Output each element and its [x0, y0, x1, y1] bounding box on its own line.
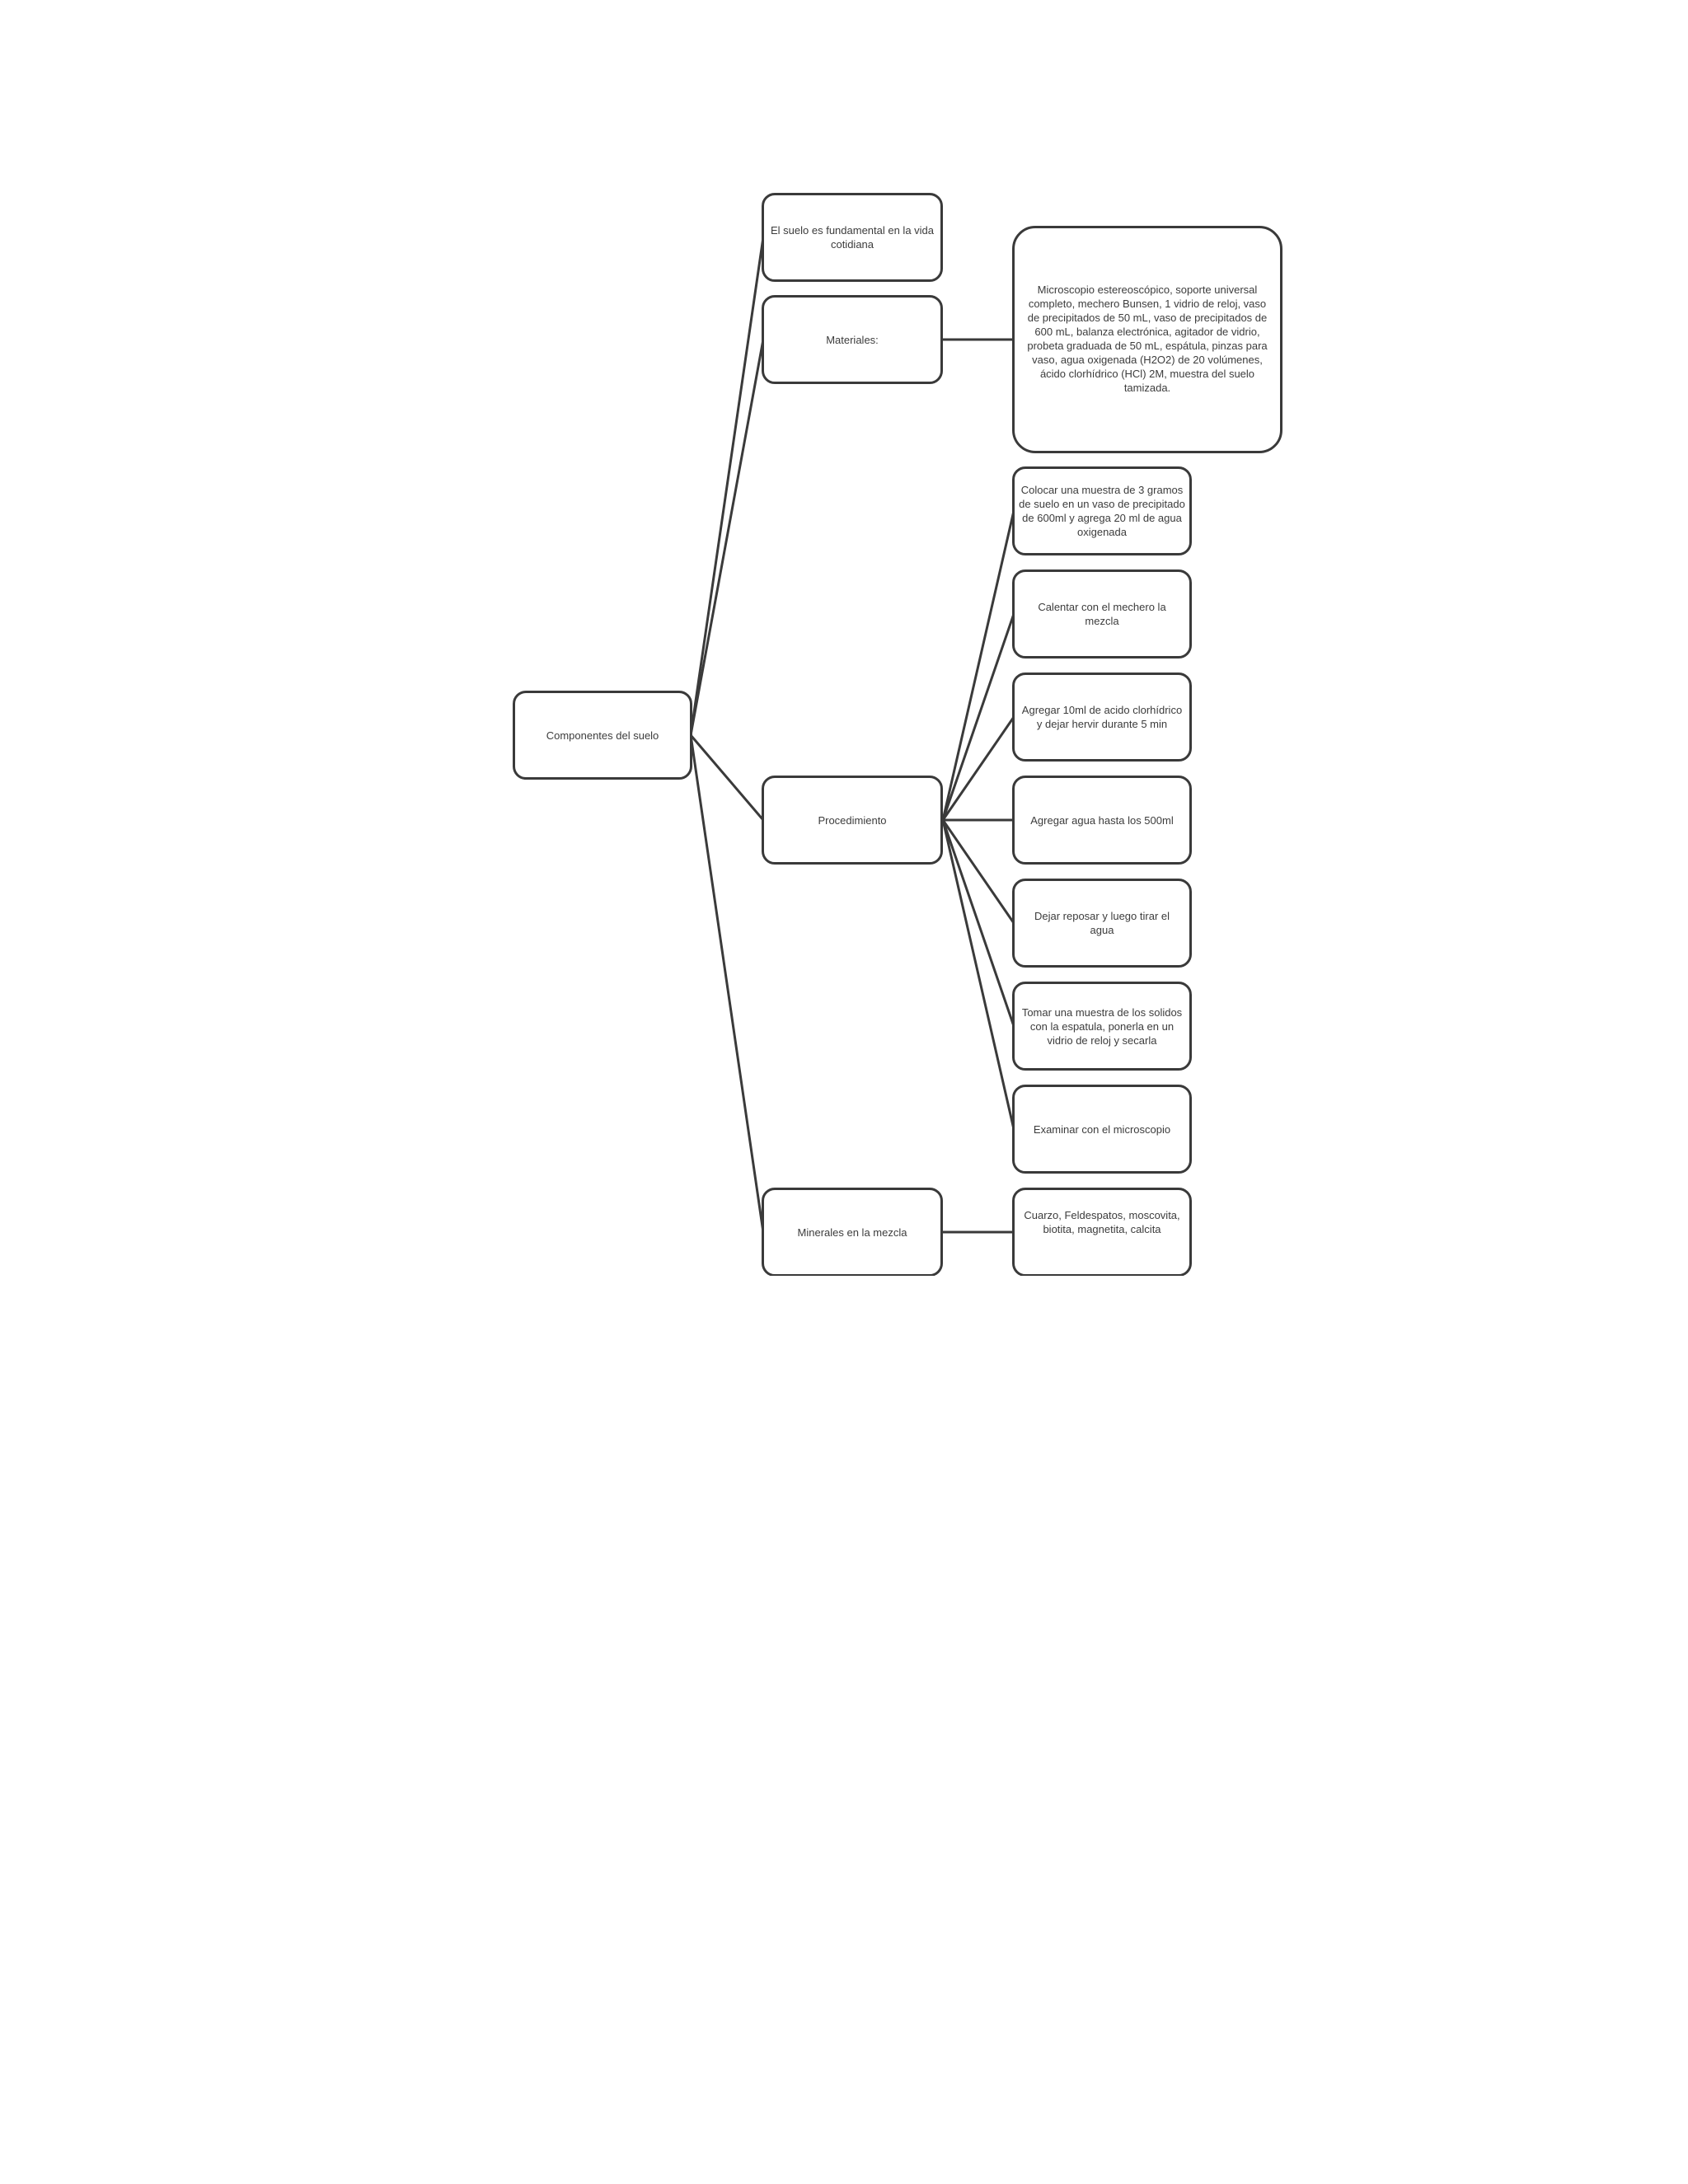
- procedure-step-2: [1012, 569, 1192, 658]
- branch-intro-label: El suelo es fundamental en la vida cotidiana: [771, 224, 935, 251]
- branch-intro: [762, 193, 943, 282]
- procedure-step-6: [1012, 982, 1192, 1071]
- branch-materials-label: Materiales:: [826, 333, 879, 346]
- procedure-step-1-text: Colocar una muestra de 3 gramos de suelo en un vaso de precipitado de 600ml y agrega 20 ml de agua oxigenada: [1019, 484, 1185, 538]
- procedure-step-7-text: Examinar con el microscopio: [1033, 1122, 1171, 1136]
- procedure-step-6-text: Tomar una muestra de los solidos con la espatula, ponerla en un vidrio de reloj y secarla: [1021, 1005, 1183, 1047]
- materials-detail: [1012, 226, 1282, 453]
- minerals-detail-text: Cuarzo, Feldespatos, moscovita, biotita, magnetita, calcita: [1024, 1209, 1180, 1235]
- minerals-detail: [1012, 1188, 1192, 1276]
- procedure-step-4: [1012, 776, 1192, 865]
- procedure-step-1: [1012, 466, 1192, 555]
- branch-minerals-label: Minerales en la mezcla: [797, 1226, 907, 1239]
- branch-procedure: [762, 776, 943, 865]
- procedure-step-2-text: Calentar con el mechero la mezcla: [1038, 601, 1166, 627]
- procedure-step-3: [1012, 673, 1192, 762]
- procedure-step-7: [1012, 1085, 1192, 1174]
- procedure-step-5: [1012, 879, 1192, 968]
- procedure-step-5-text: Dejar reposar y luego tirar el agua: [1034, 910, 1170, 936]
- materials-detail-text: Microscopio estereoscópico, soporte universal completo, mechero Bunsen, 1 vidrio de reloj, vaso de precipitados de 50 mL, vaso de precipitados de 600 mL, balanza electrónica, agitador de vidrio, probeta graduada de 50 mL, espátula, pinzas para vaso, agua oxigenada (H2O2) de 20 volúmenes, ácido clorhídrico (HCl) 2M, muestra del suelo tamizada.: [1027, 284, 1268, 394]
- branch-procedure-label: Procedimiento: [818, 813, 887, 827]
- root-label: Componentes del suelo: [546, 729, 659, 742]
- branch-minerals: [762, 1188, 943, 1276]
- root-node: [513, 691, 692, 780]
- procedure-step-4-text: Agregar agua hasta los 500ml: [1030, 813, 1174, 827]
- branch-materials: [762, 295, 943, 384]
- procedure-step-3-text: Agregar 10ml de acido clorhídrico y dejar hervir durante 5 min: [1021, 704, 1183, 730]
